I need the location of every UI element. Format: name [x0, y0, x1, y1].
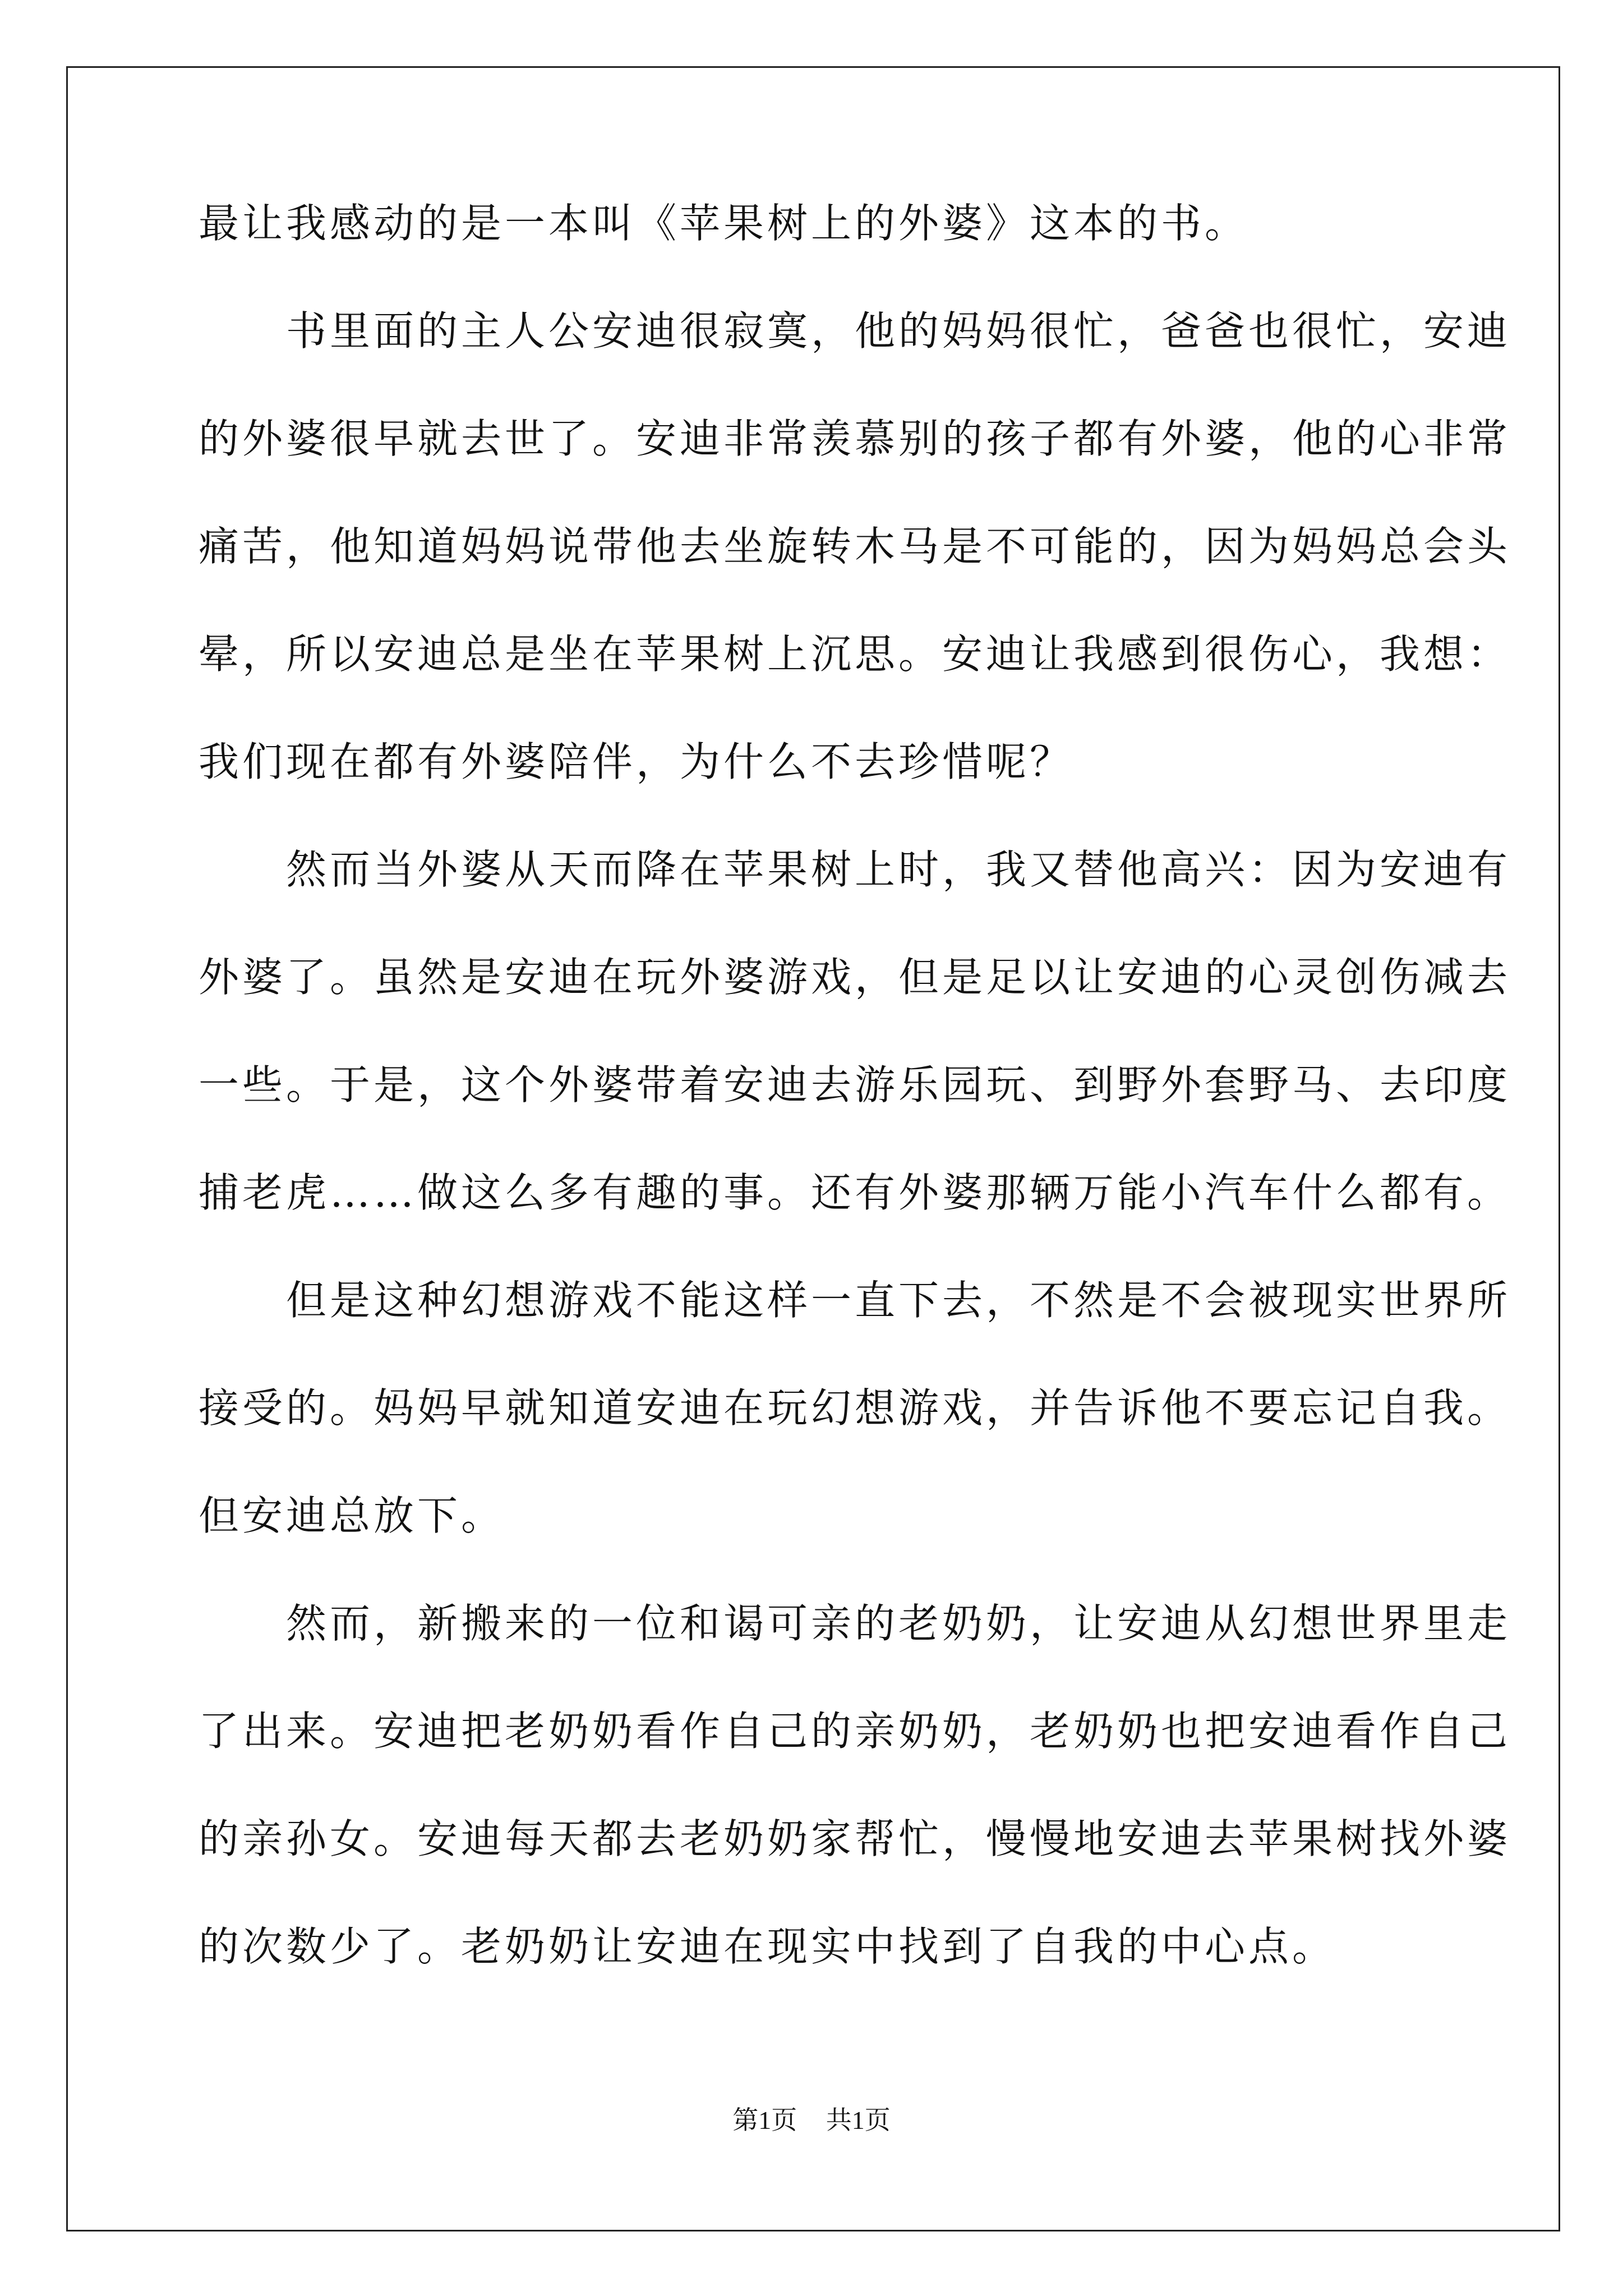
page-number: 第1页 [732, 2106, 797, 2134]
text-line: 的亲孙女。安迪每天都去老奶奶家帮忙，慢慢地安迪去苹果树找外婆 [199, 1815, 1511, 1862]
text-line: 书里面的主人公安迪很寂寞，他的妈妈很忙，爸爸也很忙，安迪 [199, 307, 1511, 355]
text-line: 了出来。安迪把老奶奶看作自己的亲奶奶，老奶奶也把安迪看作自己 [199, 1708, 1511, 1755]
text-line: 然而当外婆从天而降在苹果树上时，我又替他高兴：因为安迪有 [199, 846, 1511, 893]
text-line: 晕，所以安迪总是坐在苹果树上沉思。安迪让我感到很伤心，我想： [199, 631, 1511, 678]
text-line: 接受的。妈妈早就知道安迪在玩幻想游戏，并告诉他不要忘记自我。 [199, 1384, 1511, 1432]
page-total: 共1页 [826, 2106, 891, 2134]
text-line: 最让我感动的是一本叫《苹果树上的外婆》这本的书。 [199, 200, 1249, 247]
text-line: 的次数少了。老奶奶让安迪在现实中找到了自我的中心点。 [199, 1923, 1336, 1970]
text-line: 但是这种幻想游戏不能这样一直下去，不然是不会被现实世界所 [199, 1277, 1511, 1324]
text-line: 我们现在都有外婆陪伴，为什么不去珍惜呢？ [199, 738, 1074, 785]
text-line: 痛苦，他知道妈妈说带他去坐旋转木马是不可能的，因为妈妈总会头 [199, 523, 1511, 570]
text-line: 然而，新搬来的一位和谒可亲的老奶奶，让安迪从幻想世界里走 [199, 1600, 1511, 1647]
text-line: 外婆了。虽然是安迪在玩外婆游戏，但是足以让安迪的心灵创伤减去 [199, 954, 1511, 1001]
text-line: 捕老虎……做这么多有趣的事。还有外婆那辆万能小汽车什么都有。 [199, 1169, 1511, 1216]
text-line: 但安迪总放下。 [199, 1492, 505, 1539]
text-line: 的外婆很早就去世了。安迪非常羡慕别的孩子都有外婆，他的心非常 [199, 415, 1511, 462]
text-line: 一些。于是，这个外婆带着安迪去游乐园玩、到野外套野马、去印度 [199, 1061, 1511, 1108]
page-footer [0, 2104, 1623, 2137]
page-border [66, 66, 1560, 2231]
